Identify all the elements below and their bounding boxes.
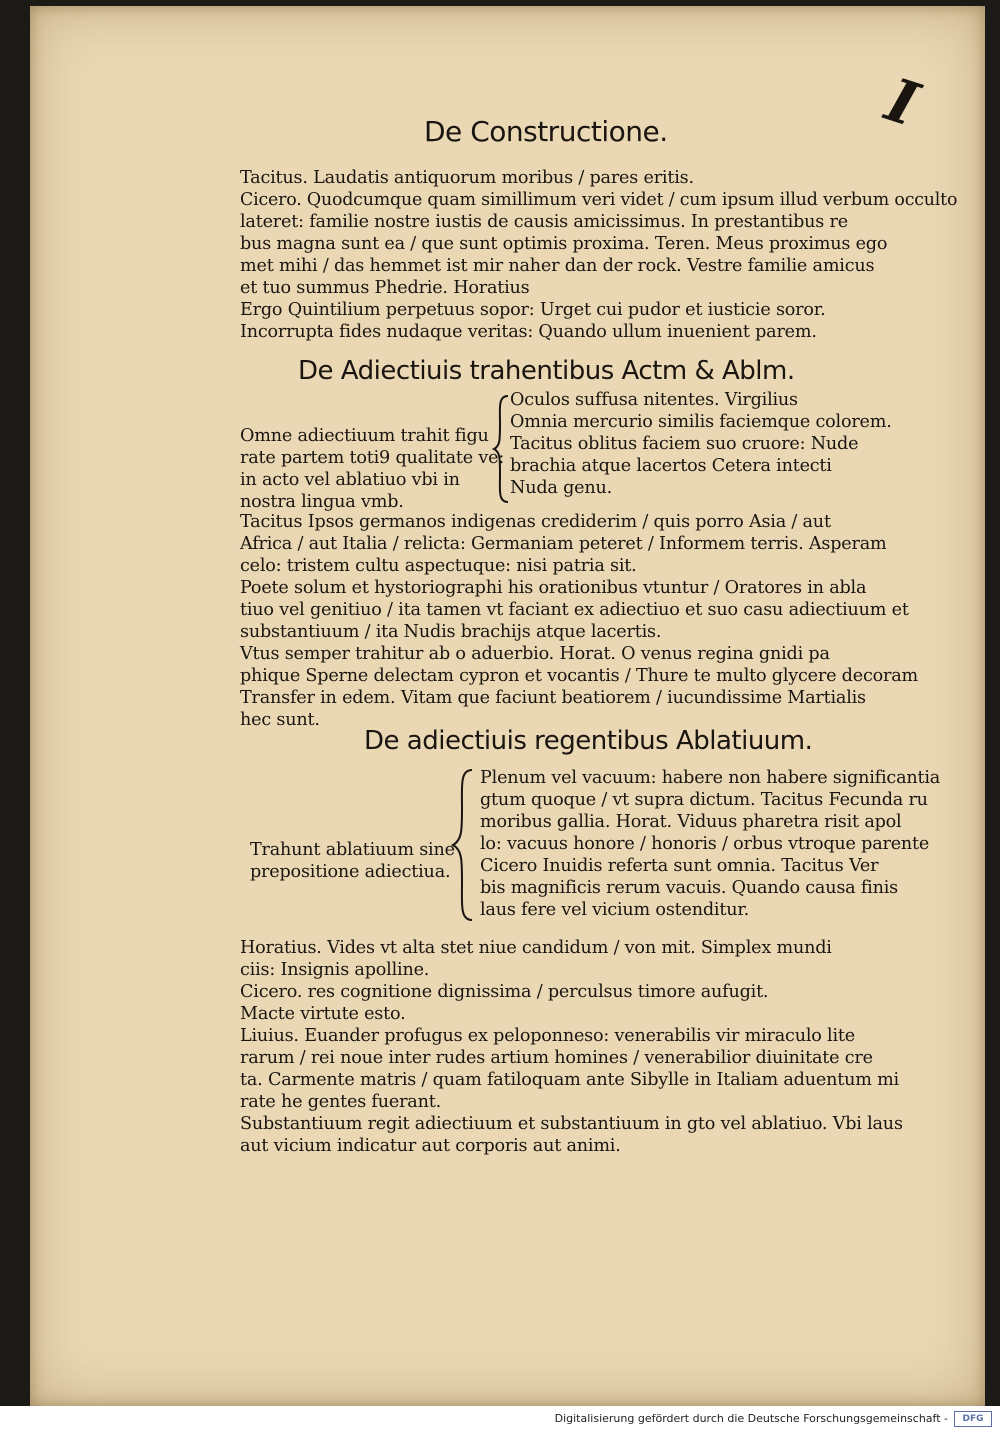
text-line: bus magna sunt ea / que sunt optimis proxima. Teren. Meus proximus ego bbox=[240, 234, 888, 254]
text-line: gtum quoque / vt supra dictum. Tacitus Fecunda ru bbox=[480, 790, 928, 810]
text-line: Macte virtute esto. bbox=[240, 1004, 406, 1024]
text-line: Substantiuum regit adiectiuum et substantiuum in gto vel ablatiuo. Vbi laus bbox=[240, 1114, 903, 1134]
text-line: tiuo vel genitiuo / ita tamen vt faciant ex adiectiuo et suo casu adiectiuum et bbox=[240, 600, 909, 620]
text-line: bis magnificis rerum vacuis. Quando causa finis bbox=[480, 878, 898, 898]
running-head: De Constructione. bbox=[424, 115, 668, 148]
dfg-logo: DFG bbox=[954, 1411, 992, 1427]
text-line: rarum / rei noue inter rudes artium homines / venerabilior diuinitate cre bbox=[240, 1048, 873, 1068]
text-line: lo: vacuus honore / honoris / orbus vtroque parente bbox=[480, 834, 930, 854]
text-line: nostra lingua vmb. bbox=[240, 492, 404, 512]
text-line: Africa / aut Italia / relicta: Germaniam peteret / Informem terris. Asperam bbox=[240, 534, 887, 554]
text-line: aut vicium indicatur aut corporis aut animi. bbox=[240, 1136, 621, 1156]
text-line: substantiuum / ita Nudis brachijs atque lacertis. bbox=[240, 622, 662, 642]
section-heading: De Adiectiuis trahentibus Actm & Ablm. bbox=[298, 356, 795, 386]
text-line: Omne adiectiuum trahit figu bbox=[240, 426, 489, 446]
text-line: Horatius. Vides vt alta stet niue candidum / von mit. Simplex mundi bbox=[240, 938, 832, 958]
text-line: Cicero. res cognitione dignissima / perculsus timore aufugit. bbox=[240, 982, 769, 1002]
text-line: Omnia mercurio similis faciemque colorem. bbox=[510, 412, 892, 432]
text-line: in acto vel ablatiuo vbi in bbox=[240, 470, 460, 490]
text-line: et tuo summus Phedrie. Horatius bbox=[240, 278, 530, 298]
text-line: lateret: familie nostre iustis de causis amicissimus. In prestantibus re bbox=[240, 212, 848, 232]
book-page bbox=[30, 6, 985, 1406]
text-line: rate he gentes fuerant. bbox=[240, 1092, 441, 1112]
folio-number: I bbox=[877, 65, 927, 141]
funding-credit: Digitalisierung gefördert durch die Deutsche Forschungsgemeinschaft - bbox=[554, 1412, 948, 1425]
text-line: Tacitus Ipsos germanos indigenas crediderim / quis porro Asia / aut bbox=[240, 512, 831, 532]
text-line: brachia atque lacertos Cetera intecti bbox=[510, 456, 832, 476]
curly-brace-icon bbox=[492, 394, 512, 504]
text-line: Plenum vel vacuum: habere non habere significantia bbox=[480, 768, 941, 788]
text-line: Oculos suffusa nitentes. Virgilius bbox=[510, 390, 798, 410]
text-line: Tacitus oblitus faciem suo cruore: Nude bbox=[510, 434, 859, 454]
text-line: ta. Carmente matris / quam fatiloquam ante Sibylle in Italiam aduentum mi bbox=[240, 1070, 899, 1090]
text-line: Cicero Inuidis referta sunt omnia. Tacitus Ver bbox=[480, 856, 879, 876]
text-line: Poete solum et hystoriographi his orationibus vtuntur / Oratores in abla bbox=[240, 578, 867, 598]
text-line: prepositione adiectiua. bbox=[250, 862, 451, 882]
text-line: Transfer in edem. Vitam que faciunt beatiorem / iucundissime Martialis bbox=[240, 688, 866, 708]
text-line: met mihi / das hemmet ist mir naher dan der rock. Vestre familie amicus bbox=[240, 256, 875, 276]
text-line: laus fere vel vicium ostenditur. bbox=[480, 900, 750, 920]
text-line: hec sunt. bbox=[240, 710, 320, 730]
text-line: Ergo Quintilium perpetuus sopor: Urget cui pudor et iusticie soror. bbox=[240, 300, 826, 320]
text-line: Tacitus. Laudatis antiquorum moribus / pares eritis. bbox=[240, 168, 694, 188]
text-line: ciis: Insignis apolline. bbox=[240, 960, 430, 980]
text-line: rate partem toti9 qualitate ve: bbox=[240, 448, 505, 468]
text-line: Incorrupta fides nudaque veritas: Quando ullum inuenient parem. bbox=[240, 322, 817, 342]
text-line: Cicero. Quodcumque quam simillimum veri videt / cum ipsum illud verbum occulto bbox=[240, 190, 958, 210]
text-line: Trahunt ablatiuum sine bbox=[250, 840, 455, 860]
text-line: Liuius. Euander profugus ex peloponneso: venerabilis vir miraculo lite bbox=[240, 1026, 855, 1046]
curly-brace-icon bbox=[450, 768, 476, 922]
text-line: phique Sperne delectam cypron et vocantis / Thure te multo glycere decoram bbox=[240, 666, 918, 686]
text-line: Nuda genu. bbox=[510, 478, 612, 498]
text-line: celo: tristem cultu aspectuque: nisi patria sit. bbox=[240, 556, 637, 576]
text-line: Vtus semper trahitur ab o aduerbio. Horat. O venus regina gnidi pa bbox=[240, 644, 830, 664]
footer-bar bbox=[0, 1406, 1000, 1431]
section-heading: De adiectiuis regentibus Ablatiuum. bbox=[364, 726, 813, 756]
text-line: moribus gallia. Horat. Viduus pharetra risit apol bbox=[480, 812, 902, 832]
